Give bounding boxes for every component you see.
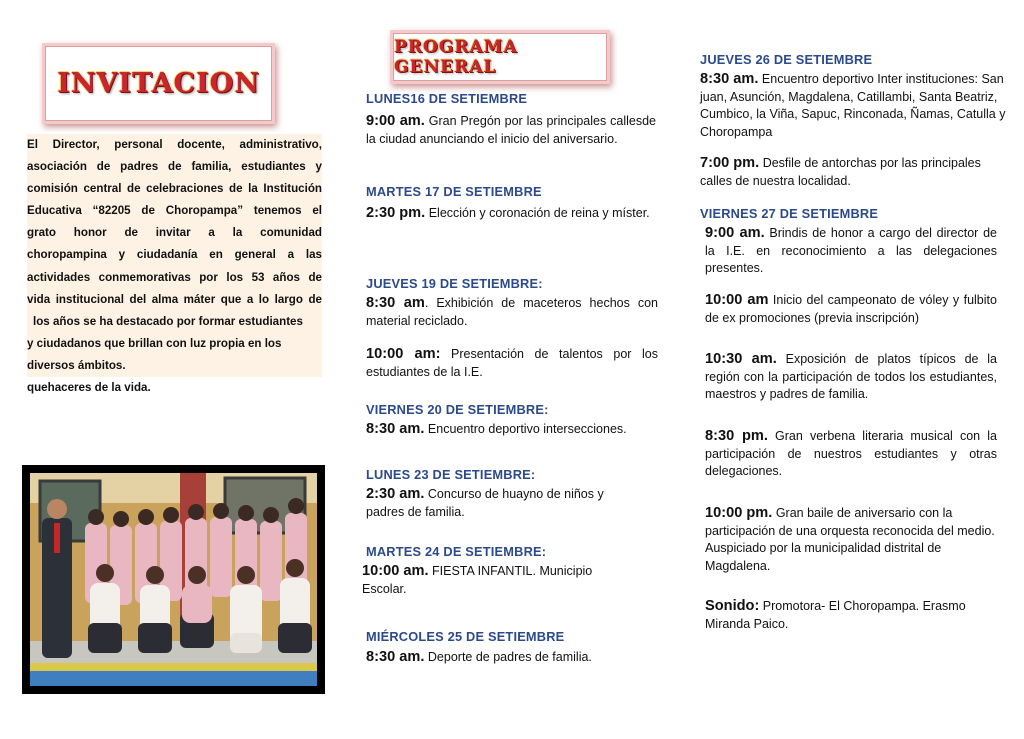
invitation-line: comisión central de celebraciones de la Institución xyxy=(27,182,322,196)
event-text: Brindis de honor a cargo del director de la I.E. en reconocimiento a las delegaciones presentes. xyxy=(705,226,997,275)
event xyxy=(705,505,995,575)
event-time: 8:30 am. xyxy=(366,649,425,665)
event-time: 9:00 am. xyxy=(705,225,765,241)
event-text: Gran verbena literaria musical con la participación de nuestros estudiantes y otras delegaciones. xyxy=(705,429,997,478)
event-text: . Exhibición de maceteros hechos con material reciclado. xyxy=(366,296,658,328)
event xyxy=(700,71,1006,141)
invitation-title-box xyxy=(45,46,272,121)
day-heading: LUNES 23 DE SETIEMBRE: xyxy=(366,467,536,482)
invitation-line: y ciudadanos que brillan con luz propia en los xyxy=(27,336,282,350)
event xyxy=(705,351,997,404)
day-heading: JUEVES 19 DE SETIEMBRE: xyxy=(366,276,543,291)
event xyxy=(705,225,997,278)
day-heading: MIÉRCOLES 25 DE SETIEMBRE xyxy=(366,629,565,644)
day-heading: MARTES 24 DE SETIEMBRE: xyxy=(366,544,547,559)
group-photo xyxy=(30,473,317,686)
event xyxy=(366,421,658,439)
day-heading: MARTES 17 DE SETIEMBRE xyxy=(366,184,542,199)
program-title: PROGRAMA GENERAL xyxy=(394,37,518,77)
event-time: 7:00 pm. xyxy=(700,155,760,171)
invitation-line: Educativa “82205 de Choropampa” tenemos el xyxy=(27,204,322,218)
event xyxy=(366,205,658,223)
event-text: Presentación de talentos por los estudiantes de la I.E. xyxy=(366,347,658,379)
event-text: Desfile de antorchas por las principales calles de nuestra localidad. xyxy=(700,156,981,188)
event-text: Concurso de huayno de niños y padres de familia. xyxy=(366,487,604,519)
day-heading: VIERNES 27 DE SETIEMBRE xyxy=(700,206,879,221)
event xyxy=(705,428,997,481)
event xyxy=(366,486,636,521)
group-photo-frame xyxy=(22,465,325,694)
event xyxy=(366,113,656,148)
event-text: Encuentro deportivo intersecciones. xyxy=(427,422,627,436)
invitation-line: grato honor de invitar a la comunidad xyxy=(27,226,322,240)
invitation-text xyxy=(27,134,322,399)
program-title-box xyxy=(393,33,607,81)
day-heading: LUNES16 DE SETIEMBRE xyxy=(366,91,528,106)
event-text: Encuentro deportivo Inter instituciones: San juan, Asunción, Magdalena, Catillambi, Santa Beatriz, Cumbico, la Viña, Sapuc, Rinconada, Ñamas, Catulla y Choropampa xyxy=(700,72,1006,139)
sound-text: Promotora- El Choropampa. Erasmo Miranda Paico. xyxy=(705,599,966,631)
event-text: Deporte de padres de familia. xyxy=(427,650,592,664)
event-time: 8:30 pm. xyxy=(705,428,768,444)
event xyxy=(366,649,658,667)
event-time: 10:30 am. xyxy=(705,351,777,367)
invitation-line: vida institucional del alma máter que a lo largo de xyxy=(27,292,322,306)
event xyxy=(705,292,997,327)
event-time: 8:30 am. xyxy=(366,421,425,437)
day-heading: JUEVES 26 DE SETIEMBRE xyxy=(700,52,873,67)
event-time: 10:00 pm. xyxy=(705,505,773,521)
event-text: Elección y coronación de reina y míster. xyxy=(428,206,650,220)
event-time: 2:30 am. xyxy=(366,486,425,502)
invitation-line: El Director, personal docente, administrativo, xyxy=(27,138,322,151)
event-time: 10:00 am. xyxy=(362,563,429,579)
event-text: Gran baile de aniversario con la participación de una orquesta reconocida del medio. Auspiciado por la municipalidad distrital de Magdalena. xyxy=(705,506,995,573)
invitation-title: INVITACION xyxy=(57,68,260,99)
invitation-line: quehaceres de la vida. xyxy=(27,377,322,399)
invitation-line: choropampina y ciudadanía en general a las xyxy=(27,248,322,262)
event-time: 10:00 am: xyxy=(366,346,441,362)
event-text: FIESTA INFANTIL. Municipio Escolar. xyxy=(362,564,593,596)
event-time: 10:00 am xyxy=(705,292,769,308)
event xyxy=(366,346,658,381)
event xyxy=(366,295,658,330)
invitation-line: diversos ámbitos. xyxy=(27,358,126,372)
event-text: Gran Pregón por las principales callesde la ciudad anunciando el inicio del aniversario. xyxy=(366,114,656,146)
event xyxy=(362,563,632,598)
group-photo-image xyxy=(30,473,317,686)
event-time: 2:30 pm. xyxy=(366,205,426,221)
invitation-line: actividades conmemorativas por los 53 años de xyxy=(27,270,322,284)
event-text: Exposición de platos típicos de la región con la participación de todos los estudiantes, maestros y padres de familia. xyxy=(705,352,997,401)
event xyxy=(700,155,1006,190)
event-time: 8:30 am. xyxy=(700,71,759,87)
day-heading: VIERNES 20 DE SETIEMBRE: xyxy=(366,402,549,417)
event-text: Inicio del campeonato de vóley y fulbito de ex promociones (previa inscripción) xyxy=(705,293,997,325)
sound-label: Sonido: xyxy=(705,598,760,614)
invitation-line: asociación de padres de familia, estudiantes y xyxy=(27,160,322,174)
event-time: 8:30 am xyxy=(366,295,425,311)
sound-credit xyxy=(705,598,995,633)
event-time: 9:00 am. xyxy=(366,113,425,129)
invitation-line: los años se ha destacado por formar estudiantes xyxy=(33,314,303,328)
